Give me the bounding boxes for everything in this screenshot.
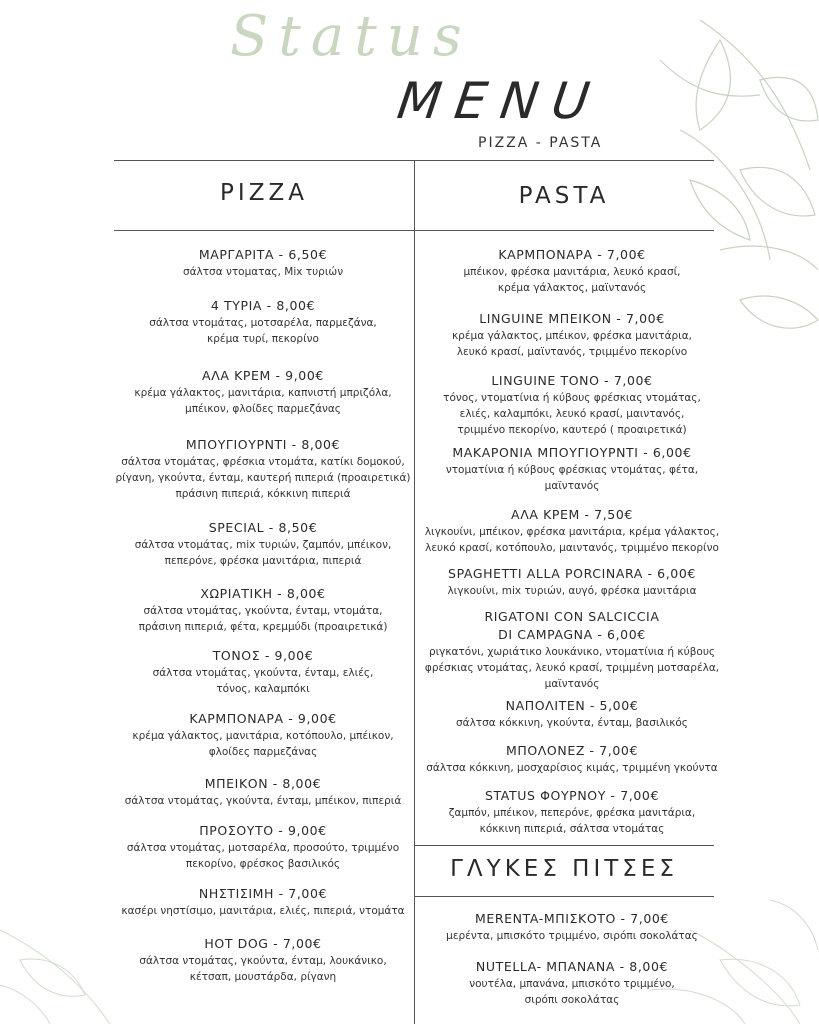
pasta-heading: PASTA	[518, 183, 610, 209]
item-title: MERENTA-ΜΠΙΣΚΟΤΟ - 7,00€	[475, 911, 669, 926]
brand-logo: Status	[230, 4, 472, 69]
item-desc: σάλτσα ντομάτας, φρέσκια ντομάτα, κατίκι δομοκού, ρίγανη, γκούντα, ένταμ, καυτερή πιπεριά (προαιρετικά) πράσινη πιπεριά, κόκκινη πιπεριά	[115, 456, 411, 500]
item-title: ΜΑΡΓΑΡΙΤΑ - 6,50€	[198, 247, 328, 262]
menu-item	[414, 742, 730, 787]
item-desc: σάλτσα ντομάτας, μοτσαρέλα, παρμεζάνα, κρέμα τυρί, πεκορίνο	[149, 317, 377, 345]
item-desc: νουτέλα, μπανάνα, μπισκότο τριμμένο, σιρόπι σοκολάτας	[469, 978, 675, 1006]
item-desc: κασέρι νηστίσιμο, μανιτάρια, ελιές, πιπεριά, ντομάτα	[121, 905, 405, 917]
menu-item	[414, 608, 730, 697]
menu-item	[110, 519, 416, 585]
menu-item	[414, 246, 730, 310]
menu-item	[110, 935, 416, 985]
menu-item	[110, 885, 416, 935]
item-title: ΤΟΝΟΣ - 9,00€	[212, 648, 314, 663]
sweet-bottom-divider	[414, 896, 714, 897]
pasta-list	[414, 246, 730, 837]
item-desc: μπέικον, φρέσκα μανιτάρια, λευκό κρασί, κρέμα γάλακτος, μαϊντανός	[463, 266, 681, 294]
item-title: ΜΠΟΥΓΙΟΥΡΝΤΙ - 8,00€	[185, 437, 341, 452]
menu-item	[414, 787, 730, 837]
item-title: RIGATONI CON SALCICCIA DI CAMPAGNA - 6,00€	[484, 609, 660, 642]
sweet-pizza-heading: ΓΛΥΚΕΣ ΠΙΤΣΕΣ	[450, 856, 678, 882]
item-desc: κρέμα γάλακτος, μανιτάρια, καπνιστή μπριζόλα, μπέικον, φλοίδες παρμεζάνας	[134, 387, 392, 415]
item-title: ΜΠΕΙΚΟΝ - 8,00€	[204, 776, 322, 791]
pizza-heading: PIZZA	[220, 180, 308, 206]
menu-item	[414, 310, 730, 372]
item-desc: σάλτσα κόκκινη, γκούντα, ένταμ, βασιλικός	[456, 717, 688, 729]
item-title: ΜΑΚΑΡΟΝΙΑ ΜΠΟΥΓΙΟΥΡΝΤΙ - 6,00€	[452, 445, 692, 460]
item-title: LINGUINE ΤΟΝΟ - 7,00€	[491, 373, 653, 388]
sweet-top-divider	[414, 845, 714, 846]
item-desc: σάλτσα ντομάτας, γκούντα, ένταμ, λουκάνικο, κέτσαπ, μουστάρδα, ρίγανη	[139, 955, 387, 983]
menu-item	[414, 506, 730, 565]
menu-item	[110, 710, 416, 775]
item-title: ΑΛΑ ΚΡΕΜ - 7,50€	[511, 507, 633, 522]
menu-item	[110, 436, 416, 519]
item-title: STATUS ΦΟΥΡΝΟΥ - 7,00€	[485, 788, 659, 803]
menu-item	[414, 697, 730, 742]
item-title: ΧΩΡΙΑΤΙΚΗ - 8,00€	[200, 586, 326, 601]
item-desc: ζαμπόν, μπέικον, πεπερόνε, φρέσκα μανιτάρια, κόκκινη πιπεριά, σάλτσα ντομάτας	[448, 807, 696, 835]
item-desc: κρέμα γάλακτος, μανιτάρια, κοτόπουλο, μπέικον, φλοίδες παρμεζάνας	[132, 730, 394, 758]
sweet-pizza-list	[414, 910, 730, 1008]
item-desc: σάλτσα ντομάτας, γκούντα, ένταμ, ντομάτα, πράσινη πιπεριά, φέτα, κρεμμύδι (προαιρετικά)	[138, 605, 388, 633]
menu-title: MENU	[393, 72, 607, 130]
pizza-heading-divider	[114, 230, 414, 231]
item-title: ΑΛΑ ΚΡΕΜ - 9,00€	[202, 368, 324, 383]
menu-item	[110, 647, 416, 710]
item-title: NUTELLA- ΜΠΑΝΑΝΑ - 8,00€	[475, 959, 669, 974]
menu-item	[110, 297, 416, 367]
item-title: ΚΑΡΜΠΟΝΑΡΑ - 9,00€	[189, 711, 337, 726]
menu-item	[414, 910, 730, 958]
item-desc: λιγκουίνι, μπέικον, φρέσκα μανιτάρια, κρέμα γάλακτος, λευκό κρασί, κοτόπουλο, μαιντανός, τριμμένο πεκορίνο	[424, 526, 720, 554]
menu-item	[414, 444, 730, 506]
menu-item	[110, 367, 416, 436]
menu-item	[414, 958, 730, 1008]
pizza-list	[110, 246, 416, 985]
item-title: SPAGHETTI ALLA PORCINARA - 6,00€	[448, 566, 696, 581]
item-desc: σάλτσα ντομάτας, μοτσαρέλα, προσούτο, τριμμένο πεκορίνο, φρέσκος βασιλικός	[126, 842, 400, 870]
item-desc: τόνος, ντοματίνια ή κύβους φρέσκιας ντομάτας, ελιές, καλαμπόκι, λευκό κρασί, μαιντανός, τριμμένο πεκορίνο, καυτερό ( προαιρετικά)	[443, 392, 701, 436]
menu-item	[110, 775, 416, 822]
item-title: ΚΑΡΜΠΟΝΑΡΑ - 7,00€	[498, 247, 646, 262]
item-desc: σάλτσα ντομάτας, γκούντα, ένταμ, μπέικον, πιπεριά	[124, 795, 402, 807]
item-desc: λιγκουίνι, mix τυριών, αυγό, φρέσκα μανιτάρια	[447, 585, 697, 597]
item-desc: μερέντα, μπισκότο τριμμένο, σιρόπι σοκολάτας	[446, 930, 698, 942]
item-desc: ριγκατόνι, χωριάτικο λουκάνικο, ντοματίνια ή κύβους φρέσκιας ντομάτας, λευκό κρασί, τριμμένη μοτσαρέλα, μαϊντανός	[424, 646, 720, 690]
pasta-heading-divider	[414, 230, 714, 231]
item-title: 4 ΤΥΡΙΑ - 8,00€	[210, 298, 316, 313]
menu-subtitle: PIZZA - PASTA	[478, 135, 603, 151]
item-desc: σάλτσα κόκκινη, μοσχαρίσιος κιμάς, τριμμένη γκούντα	[426, 762, 718, 774]
item-title: ΝΑΠΟΛΙΤΕΝ - 5,00€	[505, 698, 639, 713]
item-desc: σάλτσα ντομάτας, γκούντα, ένταμ, ελιές, τόνος, καλαμπόκι	[152, 667, 374, 695]
item-title: ΝΗΣΤΙΣΙΜΗ - 7,00€	[198, 886, 328, 901]
item-desc: σάλτσα ντοματας, Mix τυριών	[182, 266, 344, 278]
menu-item	[414, 565, 730, 608]
item-title: HOT DOG - 7,00€	[204, 936, 322, 951]
item-desc: ντοματίνια ή κύβους φρέσκιας ντομάτας, φέτα, μαϊντανός	[445, 464, 699, 492]
item-title: ΜΠΟΛΟΝΕΖ - 7,00€	[505, 743, 639, 758]
item-title: SPECIAL - 8,50€	[208, 520, 318, 535]
menu-item	[110, 585, 416, 647]
item-title: ΠΡΟΣΟΥΤΟ - 9,00€	[199, 823, 327, 838]
menu-item	[110, 246, 416, 297]
item-desc: σάλτσα ντομάτας, mix τυριών, ζαμπόν, μπέικον, πεπερόνε, φρέσκα μανιτάρια, πιπεριά	[134, 539, 392, 567]
item-title: LINGUINE ΜΠΕΙΚΟΝ - 7,00€	[479, 311, 665, 326]
menu-item	[110, 822, 416, 885]
menu-item	[414, 372, 730, 444]
item-desc: κρέμα γάλακτος, μπέικον, φρέσκα μανιτάρια, λευκό κρασί, μαϊντανός, τριμμένο πεκορίνο	[451, 330, 692, 358]
